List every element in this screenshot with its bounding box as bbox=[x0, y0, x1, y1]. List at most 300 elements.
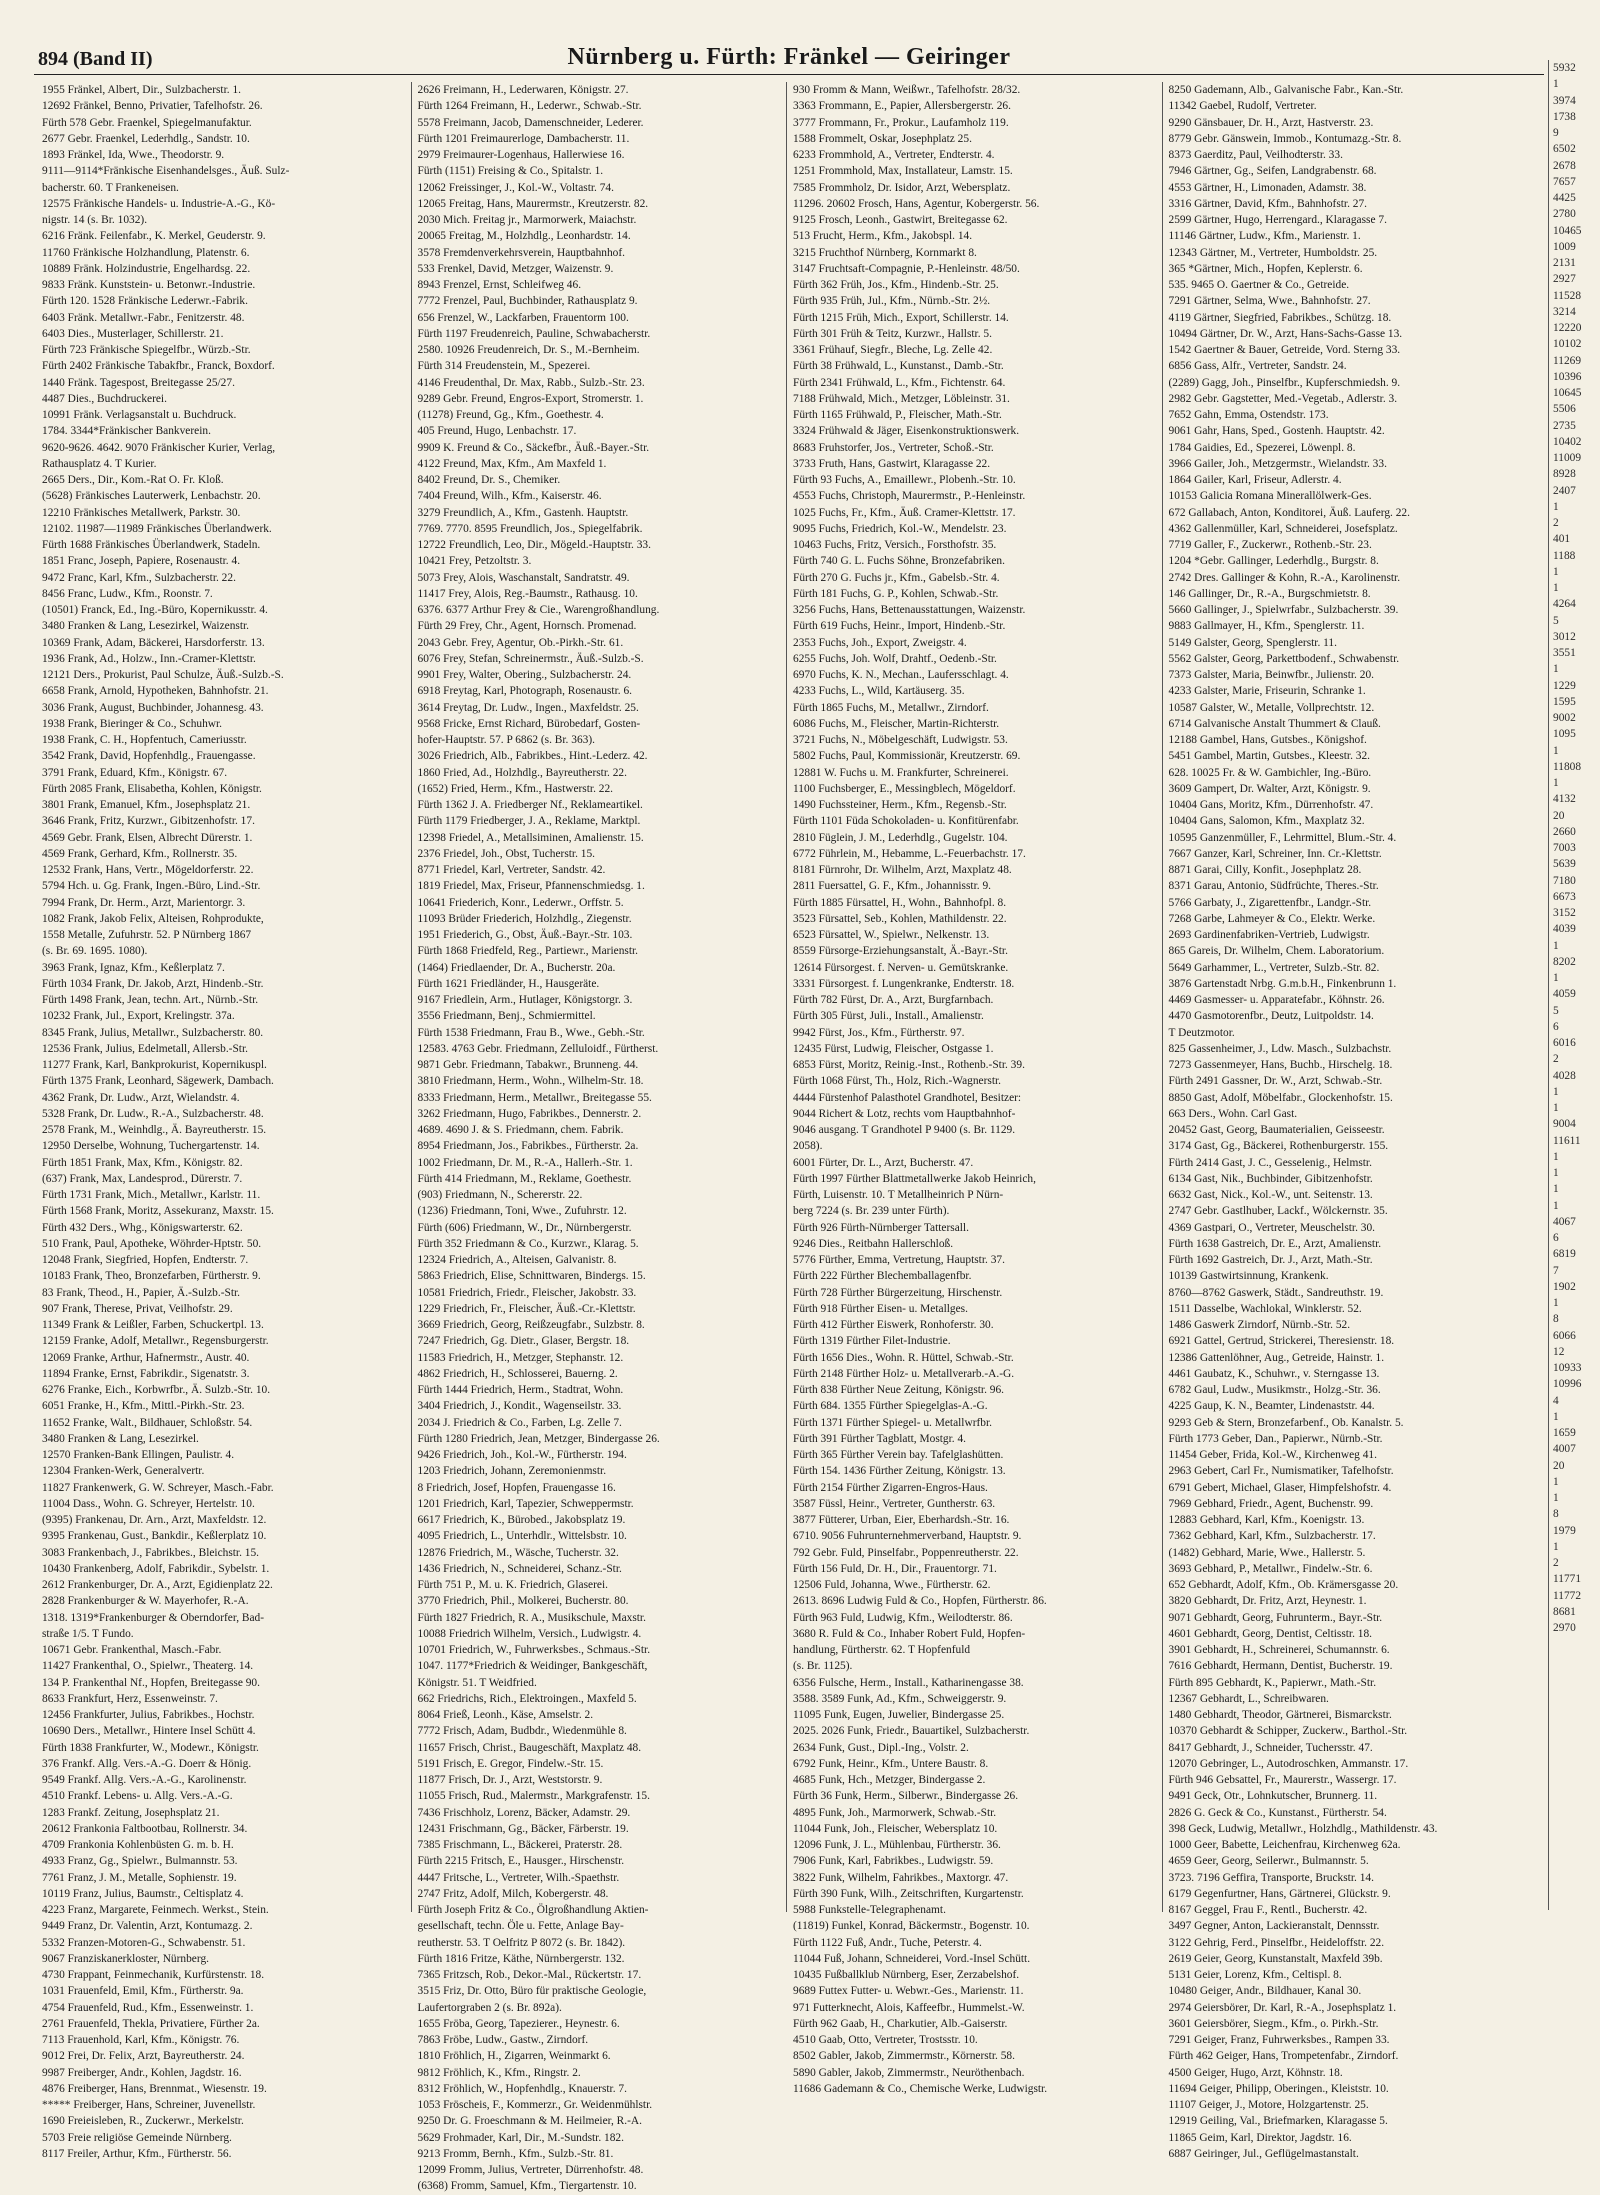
directory-entry: Fürth 1621 Friedländer, H., Hausgeräte. bbox=[417, 977, 600, 990]
directory-entry: 3497 Gegner, Anton, Lackieranstalt, Dennsstr. bbox=[1168, 1920, 1380, 1933]
margin-number: 1188 bbox=[1553, 549, 1576, 562]
margin-number: 9002 bbox=[1553, 712, 1576, 724]
directory-entry: 3480 Franken & Lang, Lesezirkel, Waizenstr. bbox=[42, 620, 250, 633]
directory-entry: 12386 Gattenlöhner, Aug., Getreide, Hainstr. 1. bbox=[1168, 1351, 1385, 1364]
directory-entry: 4223 Franz, Margarete, Feinmech. Werkst., Stein. bbox=[42, 1904, 269, 1916]
directory-entry: 9620-9626. 4642. 9070 Fränkischer Kurier, Verlag, bbox=[42, 441, 276, 454]
directory-entry: 510 Frank, Paul, Apotheke, Wöhrder-Hptstr. 50. bbox=[42, 1237, 262, 1250]
directory-entry: 1318. 1319*Frankenburger & Oberndorfer, Bad- bbox=[42, 1611, 265, 1624]
directory-entry: 6714 Galvanische Anstalt Thummert & Clauß. bbox=[1168, 717, 1381, 730]
directory-entry: Fürth 1656 Dies., Wohn. R. Hüttel, Schwab.-Str. bbox=[793, 1351, 1014, 1364]
directory-entry: Fürth 1638 Gastreich, Dr. E., Arzt, Amalienstr. bbox=[1168, 1237, 1382, 1250]
directory-entry: 3721 Fuchs, N., Möbelgeschäft, Ludwigstr. 53. bbox=[793, 734, 1008, 746]
directory-entry: 9289 Gebr. Freund, Engros-Export, Stromerstr. 1. bbox=[417, 392, 644, 405]
margin-number: 4059 bbox=[1553, 988, 1576, 1001]
directory-entry: 4487 Dies., Buchdruckerei. bbox=[42, 392, 167, 405]
directory-entry: 9812 Fröhlich, K., Kfm., Ringstr. 2. bbox=[417, 2066, 581, 2079]
directory-entry: 2665 Ders., Dir., Kom.-Rat O. Fr. Kloß. bbox=[42, 474, 224, 486]
margin-number: 12 bbox=[1553, 1345, 1565, 1358]
margin-number: 4425 bbox=[1553, 192, 1576, 204]
directory-entry: straße 1/5. T Fundo. bbox=[42, 1627, 134, 1640]
directory-entry: 8371 Garau, Antonio, Südfrüchte, Theres.-Str. bbox=[1168, 880, 1379, 893]
directory-entry: 8 Friedrich, Josef, Hopfen, Frauengasse 16. bbox=[417, 1481, 616, 1494]
directory-entry: Fürth 362 Früh, Jos., Kfm., Hindenb.-Str. 25. bbox=[793, 279, 999, 291]
directory-entry: Fürth 782 Fürst, Dr. A., Arzt, Burgfarnbach. bbox=[793, 994, 994, 1006]
directory-entry: 9549 Frankf. Allg. Vers.-A.-G., Karolinenstr. bbox=[42, 1774, 247, 1786]
directory-entry: 4500 Geiger, Hugo, Arzt, Köhnstr. 18. bbox=[1168, 2066, 1343, 2079]
directory-entry: 971 Futterknecht, Alois, Kaffeefbr., Hummelst.-W. bbox=[793, 2001, 1025, 2014]
directory-entry: 9071 Gebhardt, Georg, Fuhrunterm., Bayr.-Str. bbox=[1168, 1611, 1383, 1624]
directory-entry: 3777 Frommann, Fr., Prokur., Laufamholz 119. bbox=[793, 116, 1009, 129]
directory-entry: 7616 Gebhardt, Hermann, Dentist, Bucherstr. 19. bbox=[1168, 1660, 1393, 1673]
directory-entry: 1025 Fuchs, Fr., Kfm., Äuß. Cramer-Klettstr. 17. bbox=[793, 506, 1016, 519]
directory-entry: 10701 Friedrich, W., Fuhrwerksbes., Schmaus.-Str. bbox=[417, 1644, 651, 1656]
directory-entry: Fürth 740 G. L. Fuchs Söhne, Bronzefabriken. bbox=[793, 555, 1005, 568]
directory-entry: (1464) Friedlaender, Dr. A., Bucherstr. 20a. bbox=[417, 961, 616, 974]
margin-number: 11009 bbox=[1553, 452, 1582, 464]
page-title: Nürnberg u. Fürth: Fränkel — Geiringer bbox=[567, 44, 1011, 70]
margin-number: 6819 bbox=[1553, 1248, 1576, 1261]
directory-entry: 2747 Fritz, Adolf, Milch, Kobergerstr. 48. bbox=[417, 1887, 609, 1900]
directory-entry: Fürth 1816 Fritze, Käthe, Nürnbergerstr. 132. bbox=[417, 1952, 625, 1965]
directory-entry: Fürth 2491 Gassner, Dr. W., Arzt, Schwab.-Str. bbox=[1168, 1075, 1383, 1088]
directory-entry: 11044 Fuß, Johann, Schneiderei, Vord.-Insel Schütt. bbox=[793, 1952, 1031, 1965]
directory-entry: 10430 Frankenberg, Adolf, Fabrikdir., Sybelstr. 1. bbox=[42, 1562, 270, 1575]
directory-entry: 1490 Fuchssteiner, Herm., Kfm., Regensb.-Str. bbox=[793, 799, 1007, 811]
directory-entry: (1482) Gebhard, Marie, Wwe., Hallerstr. 5. bbox=[1168, 1546, 1366, 1559]
margin-number: 5639 bbox=[1553, 858, 1576, 871]
directory-entry: 7404 Freund, Wilh., Kfm., Kaiserstr. 46. bbox=[417, 490, 602, 503]
directory-entry: 7385 Frischmann, L., Bäckerei, Praterstr. 28. bbox=[417, 1839, 623, 1851]
margin-number: 4028 bbox=[1553, 1069, 1576, 1082]
directory-entry: (6368) Fromm, Samuel, Kfm., Tiergartenstr. 10. bbox=[417, 2180, 637, 2193]
directory-entry: Fürth 946 Gebsattel, Fr., Maurerstr., Wassergr. 17. bbox=[1168, 1774, 1397, 1786]
directory-entry: 3256 Fuchs, Hans, Bettenausstattungen, Waizenstr. bbox=[793, 604, 1026, 616]
directory-entry: Fürth 2085 Frank, Elisabetha, Kohlen, Königstr. bbox=[42, 782, 262, 795]
directory-entry: Fürth 1688 Fränkisches Überlandwerk, Stadeln. bbox=[42, 539, 261, 551]
directory-entry: 5629 Frohmader, Karl, Dir., M.-Sundstr. 182. bbox=[417, 2131, 624, 2144]
directory-entry: 3609 Gampert, Dr. Walter, Arzt, Königstr. 9. bbox=[1168, 782, 1371, 795]
directory-entry: 10153 Galicia Romana Minerallölwerk-Ges. bbox=[1168, 490, 1372, 503]
directory-entry: (2289) Gagg, Joh., Pinselfbr., Kupferschmiedsh. 9. bbox=[1168, 376, 1401, 389]
directory-entry: 4876 Freiberger, Hans, Brennmat., Wiesenstr. 19. bbox=[42, 2082, 267, 2095]
directory-entry: 4553 Fuchs, Christoph, Maurermstr., P.-Henleinstr. bbox=[793, 490, 1026, 503]
directory-entry: 12881 W. Fuchs u. M. Frankfurter, Schreinerei. bbox=[793, 766, 1009, 779]
directory-entry: Fürth 926 Fürth-Nürnberger Tattersall. bbox=[793, 1221, 969, 1234]
directory-entry: 4689. 4690 J. & S. Friedmann, chem. Fabrik. bbox=[417, 1124, 624, 1136]
margin-number: 11808 bbox=[1553, 760, 1582, 773]
directory-entry: 1951 Friederich, G., Obst, Äuß.-Bayr.-Str. 103. bbox=[417, 929, 633, 941]
directory-entry: 3801 Frank, Emanuel, Kfm., Josephsplatz 21. bbox=[42, 799, 251, 811]
directory-entry: 6076 Frey, Stefan, Schreinermstr., Äuß.-Sulzb.-S. bbox=[417, 652, 644, 665]
directory-entry: 12367 Gebhardt, L., Schreibwaren. bbox=[1168, 1692, 1329, 1705]
directory-entry: 3556 Friedmann, Benj., Schmiermittel. bbox=[417, 1010, 596, 1023]
directory-entry: 6403 Fränk. Metallwr.-Fabr., Fenitzerstr. 48. bbox=[42, 311, 245, 324]
directory-entry: 2963 Gebert, Carl Fr., Numismatiker, Tafelhofstr. bbox=[1168, 1465, 1394, 1478]
directory-entry: 2747 Gebr. Gastlhuber, Lackf., Wölckernstr. 35. bbox=[1168, 1205, 1388, 1218]
directory-entry: 5562 Galster, Georg, Parkettbodenf., Schwabenstr. bbox=[1168, 652, 1400, 665]
directory-entry: gesellschaft, techn. Öle u. Fette, Anlage Bay- bbox=[417, 1920, 624, 1933]
directory-entry: Fürth 2148 Fürther Holz- u. Metallverarb.-A.-G. bbox=[793, 1367, 1015, 1380]
directory-entry: 11107 Geiger, J., Motore, Holzgartenstr. 25. bbox=[1168, 2099, 1369, 2111]
directory-entry: 8417 Gebhardt, J., Schneider, Tuchersstr. 47. bbox=[1168, 1741, 1373, 1754]
directory-entry: handlung, Fürtherstr. 62. T Hopfenfuld bbox=[793, 1644, 971, 1656]
directory-entry: 12048 Frank, Siegfried, Hopfen, Endterstr. 7. bbox=[42, 1254, 249, 1266]
directory-entry: Fürth 2215 Fritsch, E., Hausger., Hirschenstr. bbox=[417, 1855, 625, 1868]
directory-entry: 6134 Gast, Nik., Buchbinder, Gibitzenhofstr. bbox=[1168, 1172, 1373, 1185]
directory-entry: 5863 Friedrich, Elise, Schnittwaren, Bindergs. 15. bbox=[417, 1270, 646, 1283]
margin-number: 6673 bbox=[1553, 890, 1576, 903]
directory-entry: 12159 Franke, Adolf, Metallwr., Regensburgerstr. bbox=[42, 1335, 269, 1348]
directory-entry: 1053 Fröscheis, F., Kommerzr., Gr. Weidenmühlstr. bbox=[417, 2099, 653, 2111]
directory-entry: 3733 Fruth, Hans, Gastwirt, Klaragasse 22. bbox=[793, 457, 991, 470]
directory-entry: 11694 Geiger, Philipp, Oberingen., Kleiststr. 10. bbox=[1168, 2082, 1389, 2095]
directory-entry: Fürth 963 Fuld, Ludwig, Kfm., Weilodterstr. 86. bbox=[793, 1611, 1013, 1624]
margin-number: 11528 bbox=[1553, 289, 1582, 302]
margin-number: 3152 bbox=[1553, 907, 1576, 919]
directory-entry: 5988 Funkstelle-Telegraphenamt. bbox=[793, 1904, 946, 1916]
directory-entry: Fürth 935 Früh, Jul., Kfm., Nürnb.-Str. 2½. bbox=[793, 295, 991, 308]
directory-entry: 2034 J. Friedrich & Co., Farben, Lg. Zelle 7. bbox=[417, 1416, 622, 1429]
margin-number: 4039 bbox=[1553, 923, 1576, 936]
directory-entry: 12583. 4763 Gebr. Friedmann, Zelluloidf., Fürtherst. bbox=[417, 1042, 659, 1055]
margin-number: 3551 bbox=[1553, 647, 1576, 659]
directory-entry: 4225 Gaup, K. N., Beamter, Lindenaststr. 44. bbox=[1168, 1400, 1375, 1413]
margin-number: 2678 bbox=[1553, 159, 1576, 172]
directory-entry: Fürth 1865 Fuchs, M., Metallwr., Zirndorf. bbox=[793, 701, 989, 714]
directory-entry: 662 Friedrichs, Rich., Elektroingen., Maxfeld 5. bbox=[417, 1692, 637, 1705]
directory-entry: 12065 Freitag, Hans, Maurermstr., Kreutzerstr. 82. bbox=[417, 197, 649, 210]
directory-entry: 3316 Gärtner, David, Kfm., Bahnhofstr. 27. bbox=[1168, 197, 1368, 210]
directory-entry: 12532 Frank, Hans, Vertr., Mögeldorferstr. 22. bbox=[42, 864, 254, 876]
margin-number: 7 bbox=[1553, 1264, 1559, 1277]
directory-entry: Fürth 1165 Frühwald, P., Fleischer, Math.-Str. bbox=[793, 409, 1002, 421]
directory-entry: 146 Gallinger, Dr., R.-A., Burgschmietstr. 8. bbox=[1168, 587, 1371, 600]
directory-entry: 2677 Gebr. Fraenkel, Lederhdlg., Sandstr. 10. bbox=[42, 132, 250, 145]
directory-entry: Fürth 1179 Friedberger, J. A., Reklame, Marktpl. bbox=[417, 815, 641, 828]
directory-entry: Fürth 352 Friedmann & Co., Kurzwr., Klarag. 5. bbox=[417, 1237, 639, 1250]
directory-entry: 9883 Gallmayer, H., Kfm., Spenglerstr. 11. bbox=[1168, 620, 1365, 633]
directory-entry: Fürth 2341 Frühwald, L., Kfm., Fichtenstr. 64. bbox=[793, 376, 1006, 389]
directory-entry: 4730 Frappant, Feinmechanik, Kurfürstenstr. 18. bbox=[42, 1969, 265, 1981]
directory-entry: 1558 Metalle, Zufuhrstr. 52. P Nürnberg 1867 bbox=[42, 929, 252, 941]
margin-number: 9004 bbox=[1553, 1118, 1576, 1131]
directory-entry: 1002 Friedmann, Dr. M., R.-A., Hallerh.-Str. 1. bbox=[417, 1156, 633, 1169]
directory-entry: 11349 Frank & Leißler, Farben, Schuckertpl. 13. bbox=[42, 1319, 264, 1331]
margin-number: 6016 bbox=[1553, 1037, 1576, 1049]
directory-entry: Fürth 895 Gebhardt, K., Papierwr., Math.-Str. bbox=[1168, 1676, 1377, 1689]
directory-entry: 12304 Franken-Werk, Generalvertr. bbox=[42, 1465, 205, 1478]
directory-entry: reutherstr. 53. T Oelfritz P 8072 (s. Br. 1842). bbox=[417, 1936, 626, 1949]
margin-number: 8202 bbox=[1553, 955, 1576, 968]
directory-entry: 1480 Gebhardt, Theodor, Gärtnerei, Bismarckstr. bbox=[1168, 1709, 1392, 1721]
margin-number: 2970 bbox=[1553, 1622, 1576, 1634]
directory-entry: Fürth 391 Fürther Tagblatt, Mostgr. 4. bbox=[793, 1432, 967, 1445]
directory-entry: 9491 Geck, Otr., Lohnkutscher, Brunnerg. 11. bbox=[1168, 1790, 1378, 1803]
directory-entry: 6921 Gattel, Gertrud, Strickerei, Theresienstr. 18. bbox=[1168, 1335, 1395, 1348]
margin-number: 10102 bbox=[1553, 338, 1582, 351]
directory-entry: (5628) Fränkisches Lauterwerk, Lenbachstr. 20. bbox=[42, 490, 261, 503]
directory-entry: 930 Fromm & Mann, Weißwr., Tafelhofstr. 28/32. bbox=[793, 84, 1021, 96]
directory-entry: 8117 Freiler, Arthur, Kfm., Fürtherstr. 56. bbox=[42, 2147, 232, 2160]
directory-entry: 9125 Frosch, Leonh., Gastwirt, Breitegasse 62. bbox=[793, 214, 1008, 226]
directory-entry: Fürth 1538 Friedmann, Frau B., Wwe., Gebh.-Str. bbox=[417, 1026, 645, 1039]
column-2 bbox=[412, 82, 788, 2193]
directory-entry: 12343 Gärtner, M., Vertreter, Humboldstr. 25. bbox=[1168, 246, 1378, 259]
directory-entry: 9290 Gänsbauer, Dr. H., Arzt, Hastverstr. 23. bbox=[1168, 116, 1374, 129]
directory-entry: 8402 Freund, Dr. S., Chemiker. bbox=[417, 474, 561, 486]
directory-entry: 3901 Gebhardt, H., Schreinerei, Schumannstr. 6. bbox=[1168, 1644, 1390, 1656]
directory-entry: 9871 Gebr. Friedmann, Tabakwr., Brunneng. 44. bbox=[417, 1059, 639, 1071]
directory-entry: Fürth 301 Früh & Teitz, Kurzwr., Hallstr. 5. bbox=[793, 327, 992, 340]
directory-entry: 11877 Frisch, Dr. J., Arzt, Weststorstr. 9. bbox=[417, 1774, 603, 1786]
directory-entry: 3363 Frommann, E., Papier, Allersbergerstr. 26. bbox=[793, 100, 1011, 113]
directory-entry: 398 Geck, Ludwig, Metallwr., Holzhdlg., Mathildenstr. 43. bbox=[1168, 1822, 1438, 1835]
directory-entry: 12096 Funk, J. L., Mühlenbau, Fürtherstr. 36. bbox=[793, 1839, 1001, 1851]
directory-entry: 8345 Frank, Julius, Metallwr., Sulzbacherstr. 80. bbox=[42, 1026, 264, 1039]
directory-entry: 6617 Friedrich, K., Bürobed., Jakobsplatz 19. bbox=[417, 1514, 626, 1526]
directory-entry: 9833 Fränk. Kunststein- u. Betonwr.-Industrie. bbox=[42, 279, 256, 291]
directory-entry: 9213 Fromm, Bernh., Kfm., Sulzb.-Str. 81. bbox=[417, 2147, 614, 2160]
directory-entry: 11277 Frank, Karl, Bankprokurist, Kopernikuspl. bbox=[42, 1059, 267, 1071]
directory-entry: 12614 Fürsorgest. f. Nerven- u. Gemütskranke. bbox=[793, 961, 1009, 974]
directory-entry: 4510 Frankf. Lebens- u. Allg. Vers.-A.-G. bbox=[42, 1790, 233, 1803]
directory-entry: 4122 Freund, Max, Kfm., Am Maxfeld 1. bbox=[417, 457, 607, 470]
directory-entry: 2058). bbox=[793, 1140, 823, 1153]
directory-entry: 3601 Geiersbörer, Siegm., Kfm., o. Pirkh.-Str. bbox=[1168, 2017, 1379, 2030]
directory-entry: 8954 Friedmann, Jos., Fabrikbes., Fürtherstr. 2a. bbox=[417, 1140, 639, 1153]
directory-entry: 1955 Fränkel, Albert, Dir., Sulzbacherstr. 1. bbox=[42, 84, 241, 96]
directory-entry: 2599 Gärtner, Hugo, Herrengard., Klaragasse 7. bbox=[1168, 214, 1387, 226]
directory-entry: Fürth 2402 Fränkische Tabakfbr., Franck, Boxdorf. bbox=[42, 360, 275, 373]
directory-entry: hofer-Hauptstr. 57. P 6862 (s. Br. 363). bbox=[417, 734, 595, 746]
directory-entry: 12506 Fuld, Johanna, Wwe., Fürtherstr. 62. bbox=[793, 1579, 991, 1591]
directory-entry: 10641 Friederich, Konr., Lederwr., Orffstr. 5. bbox=[417, 896, 624, 909]
directory-entry: 2376 Friedel, Joh., Obst, Tucherstr. 15. bbox=[417, 847, 596, 860]
directory-entry: Fürth 684. 1355 Fürther Spiegelglas-A.-G. bbox=[793, 1400, 988, 1413]
directory-entry: 5794 Hch. u. Gg. Frank, Ingen.-Büro, Lind.-Str. bbox=[42, 880, 261, 893]
directory-entry: 7769. 7770. 8595 Freundlich, Jos., Spiegelfabrik. bbox=[417, 522, 643, 535]
directory-entry: Fürth (606) Friedmann, W., Dr., Nürnbergerstr. bbox=[417, 1221, 632, 1234]
margin-number: 1 bbox=[1553, 972, 1559, 984]
directory-entry: 6887 Geiringer, Jul., Geflügelmastanstalt. bbox=[1168, 2147, 1359, 2160]
directory-entry: Fürth 38 Frühwald, L., Kunstanst., Damb.-Str. bbox=[793, 360, 1004, 373]
directory-entry: Fürth 462 Geiger, Hans, Trompetenfabr., Zirndorf. bbox=[1168, 2050, 1399, 2063]
margin-number: 6 bbox=[1553, 1020, 1559, 1033]
margin-number: 1738 bbox=[1553, 110, 1576, 123]
directory-entry: 5649 Garhammer, L., Vertreter, Sulzb.-Str. 82. bbox=[1168, 961, 1380, 974]
directory-entry: Rathausplatz 4. T Kurier. bbox=[42, 457, 157, 470]
margin-number: 1 bbox=[1553, 582, 1559, 594]
directory-entry: 1440 Fränk. Tagespost, Breitegasse 25/27. bbox=[42, 376, 235, 389]
directory-entry: 4569 Gebr. Frank, Elsen, Albrecht Dürerstr. 1. bbox=[42, 831, 253, 844]
directory-entry: 12324 Friedrich, A., Alteisen, Galvanistr. 8. bbox=[417, 1254, 617, 1266]
margin-number: 8 bbox=[1553, 1508, 1559, 1521]
directory-entry: (11819) Funkel, Konrad, Bäckermstr., Bogenstr. 10. bbox=[793, 1920, 1030, 1933]
directory-entry: 5802 Fuchs, Paul, Kommissionär, Kreutzerstr. 69. bbox=[793, 750, 1021, 763]
directory-entry: 5149 Galster, Georg, Spenglerstr. 11. bbox=[1168, 636, 1337, 649]
directory-entry: 2025. 2026 Funk, Friedr., Bauartikel, Sulzbacherstr. bbox=[793, 1725, 1030, 1738]
directory-entry: Fürth 1264 Freimann, H., Lederwr., Schwab.-Str. bbox=[417, 100, 642, 113]
directory-entry: 12456 Frankfurter, Julius, Fabrikbes., Hochstr. bbox=[42, 1709, 255, 1721]
directory-entry: 6086 Fuchs, M., Fleischer, Martin-Richterstr. bbox=[793, 717, 1000, 730]
margin-number: 1 bbox=[1553, 744, 1559, 757]
directory-entry: 12575 Fränkische Handels- u. Industrie-A.-G., Kö- bbox=[42, 197, 276, 210]
directory-entry: 11044 Funk, Joh., Fleischer, Webersplatz 10. bbox=[793, 1822, 998, 1835]
directory-entry: 6376. 6377 Arthur Frey & Cie., Warengroßhandlung. bbox=[417, 604, 660, 616]
directory-entry: Fürth 181 Fuchs, G. P., Kohlen, Schwab.-Str. bbox=[793, 587, 999, 600]
directory-entry: 3542 Frank, David, Hopfenhdlg., Frauengasse. bbox=[42, 750, 256, 763]
directory-entry: (637) Frank, Max, Landesprod., Dürerstr. 7. bbox=[42, 1172, 243, 1185]
directory-entry: 656 Frenzel, W., Lackfarben, Frauentorm 100. bbox=[417, 311, 629, 324]
directory-entry: 3588. 3589 Funk, Ad., Kfm., Schweiggerstr. 9. bbox=[793, 1692, 1007, 1705]
margin-number: 11771 bbox=[1553, 1573, 1582, 1586]
margin-number: 1 bbox=[1553, 1102, 1559, 1114]
margin-number: 2 bbox=[1553, 1053, 1559, 1066]
margin-number: 2407 bbox=[1553, 484, 1576, 497]
directory-entry: 12188 Gambel, Hans, Gutsbes., Königshof. bbox=[1168, 734, 1367, 746]
directory-entry: 7719 Galler, F., Zuckerwr., Rothenb.-Str. 23. bbox=[1168, 539, 1372, 551]
directory-entry: 376 Frankf. Allg. Vers.-A.-G. Doerr & Hönig. bbox=[42, 1757, 252, 1770]
directory-entry: 20065 Freitag, M., Holzhdlg., Leonhardstr. 14. bbox=[417, 230, 631, 243]
margin-number: 7657 bbox=[1553, 175, 1576, 188]
margin-number: 1 bbox=[1553, 1167, 1559, 1179]
margin-number: 7180 bbox=[1553, 874, 1576, 887]
directory-entry: 3578 Fremdenverkehrsverein, Hauptbahnhof. bbox=[417, 246, 626, 259]
margin-number: 1 bbox=[1553, 500, 1559, 513]
margin-number: 6 bbox=[1553, 1232, 1559, 1244]
directory-entry: 12398 Friedel, A., Metallsiminen, Amalienstr. 15. bbox=[417, 831, 644, 844]
directory-entry: 7273 Gassenmeyer, Hans, Buchb., Hirschelg. 18. bbox=[1168, 1059, 1393, 1071]
directory-entry: 3587 Füssl, Heinr., Vertreter, Guntherstr. 63. bbox=[793, 1497, 996, 1510]
directory-entry: 12883 Gebhard, Karl, Kfm., Koenigstr. 13. bbox=[1168, 1514, 1365, 1526]
margin-number: 4 bbox=[1553, 1394, 1559, 1407]
directory-entry: 10370 Gebhardt & Schipper, Zuckerw., Barthol.-Str. bbox=[1168, 1725, 1408, 1738]
directory-entry: Fürth Joseph Fritz & Co., Ölgroßhandlung Aktien- bbox=[417, 1904, 649, 1916]
directory-entry: Fürth 962 Gaab, H., Charkutier, Alb.-Gaiserstr. bbox=[793, 2017, 1008, 2030]
directory-entry: 6791 Gebert, Michael, Glaser, Himpfelshofstr. 4. bbox=[1168, 1481, 1392, 1494]
directory-entry: 2619 Geier, Georg, Kunstanstalt, Maxfeld 39b. bbox=[1168, 1952, 1383, 1965]
directory-entry: 3646 Frank, Fritz, Kurzwr., Gibitzenhofstr. 17. bbox=[42, 815, 255, 828]
column-4 bbox=[1163, 82, 1539, 2160]
directory-entry: 5191 Frisch, E. Gregor, Findelw.-Str. 15. bbox=[417, 1757, 604, 1770]
directory-entry: 11583 Friedrich, H., Metzger, Stephanstr. 12. bbox=[417, 1351, 624, 1364]
directory-entry: 8312 Fröhlich, W., Hopfenhdlg., Knauerstr. 7. bbox=[417, 2082, 627, 2095]
directory-entry: 6853 Fürst, Moritz, Reinig.-Inst., Rothenb.-Str. 39. bbox=[793, 1059, 1025, 1071]
directory-entry: 8943 Frenzel, Ernst, Schleifweg 46. bbox=[417, 279, 582, 291]
directory-entry: Fürth 156 Fuld, Dr. H., Dir., Frauentorgr. 71. bbox=[793, 1562, 997, 1575]
margin-number: 4132 bbox=[1553, 793, 1576, 806]
margin-number: 6066 bbox=[1553, 1329, 1576, 1342]
next-page-margin-strip bbox=[1548, 60, 1598, 1910]
directory-entry: 7113 Frauenhold, Karl, Kfm., Königstr. 76. bbox=[42, 2034, 240, 2046]
directory-entry: 3331 Fürsorgest. f. Lungenkranke, Endterstr. 18. bbox=[793, 977, 1015, 990]
directory-entry: 865 Gareis, Dr. Wilhelm, Chem. Laboratorium. bbox=[1168, 945, 1385, 958]
directory-entry: 1047. 1177*Friedrich & Weidinger, Bankgeschäft, bbox=[417, 1660, 648, 1673]
directory-entry: Fürth 1827 Friedrich, R. A., Musikschule, Maxstr. bbox=[417, 1611, 646, 1624]
directory-entry: Fürth, Luisenstr. 10. T Metallheinrich P Nürn- bbox=[793, 1189, 1004, 1201]
directory-entry: 1784 Gaidies, Ed., Spezerei, Löwenpl. 8. bbox=[1168, 441, 1356, 454]
directory-entry: 20612 Frankonia Faltbootbau, Rollnerstr. 34. bbox=[42, 1822, 248, 1835]
directory-entry: (1236) Friedmann, Toni, Wwe., Zufuhrstr. 12. bbox=[417, 1205, 627, 1218]
directory-entry: Fürth 305 Fürst, Juli., Install., Amalienstr. bbox=[793, 1010, 984, 1023]
directory-entry: 4754 Frauenfeld, Rud., Kfm., Essenweinstr. 1. bbox=[42, 2001, 254, 2014]
directory-entry: 9426 Friedrich, Joh., Kol.-W., Fürtherstr. 194. bbox=[417, 1449, 627, 1461]
directory-entry: 12102. 11987—11989 Fränkisches Überlandwerk. bbox=[42, 522, 272, 535]
directory-entry: 11004 Dass., Wohn. G. Schreyer, Hertelstr. 10. bbox=[42, 1497, 255, 1510]
directory-entry: 7291 Geiger, Franz, Fuhrwerksbes., Rampen 33. bbox=[1168, 2034, 1390, 2046]
directory-entry: 1936 Frank, Ad., Holzw., Inn.-Cramer-Klettstr. bbox=[42, 652, 256, 665]
column-1 bbox=[36, 82, 412, 2160]
directory-entry: 4146 Freudenthal, Dr. Max, Rabb., Sulzb.-Str. 23. bbox=[417, 376, 645, 389]
directory-entry: 11427 Frankenthal, O., Spielwr., Theaterg. 14. bbox=[42, 1660, 254, 1673]
margin-number: 2735 bbox=[1553, 419, 1576, 432]
directory-entry: 4933 Franz, Gg., Spielwr., Bulmannstr. 53. bbox=[42, 1855, 238, 1868]
directory-entry: 12070 Gebringer, L., Autodroschken, Ammanstr. 17. bbox=[1168, 1757, 1409, 1770]
directory-entry: 2982 Gebr. Gagstetter, Med.-Vegetab., Adlerstr. 3. bbox=[1168, 392, 1398, 405]
directory-entry: Fürth 1692 Gastreich, Dr. J., Arzt, Math.-Str. bbox=[1168, 1254, 1373, 1266]
directory-entry: 6792 Funk, Heinr., Kfm., Untere Baustr. 8. bbox=[793, 1757, 989, 1770]
directory-entry: 1229 Friedrich, Fr., Fleischer, Äuß.-Cr.-Klettstr. bbox=[417, 1302, 636, 1315]
directory-entry: 5332 Franzen-Motoren-G., Schwabenstr. 51. bbox=[42, 1936, 246, 1949]
directory-entry: (11278) Freund, Gg., Kfm., Goethestr. 4. bbox=[417, 409, 604, 421]
margin-number: 1 bbox=[1553, 1183, 1559, 1196]
directory-entry: 9061 Gahr, Hans, Sped., Gostenh. Hauptstr. 42. bbox=[1168, 425, 1385, 438]
directory-entry: Fürth 578 Gebr. Fraenkel, Spiegelmanufaktur. bbox=[42, 116, 252, 129]
directory-entry: 7247 Friedrich, Gg. Dietr., Glaser, Bergstr. 18. bbox=[417, 1335, 630, 1348]
directory-entry: 3680 R. Fuld & Co., Inhaber Robert Fuld, Hopfen- bbox=[793, 1627, 1026, 1640]
directory-entry: 1251 Frommhold, Max, Installateur, Lamstr. 15. bbox=[793, 165, 1013, 178]
directory-entry: Fürth 918 Fürther Eisen- u. Metallges. bbox=[793, 1302, 968, 1315]
directory-entry: 7188 Frühwald, Mich., Metzger, Löbleinstr. 31. bbox=[793, 392, 1010, 405]
directory-entry: 3174 Gast, Gg., Bäckerei, Rothenburgerstr. 155. bbox=[1168, 1140, 1389, 1153]
directory-entry: 2626 Freimann, H., Lederwaren, Königstr. 27. bbox=[417, 84, 629, 96]
margin-number: 10465 bbox=[1553, 224, 1582, 237]
directory-entry: 10435 Fußballklub Nürnberg, Eser, Zerzabelshof. bbox=[793, 1969, 1020, 1981]
directory-entry: Fürth 1498 Frank, Jean, techn. Art., Nürnb.-Str. bbox=[42, 994, 259, 1006]
directory-entry: 12536 Frank, Julius, Edelmetall, Allersb.-Str. bbox=[42, 1042, 248, 1055]
directory-entry: 3963 Frank, Ignaz, Kfm., Keßlerplatz 7. bbox=[42, 961, 225, 974]
directory-entry: 4659 Geer, Georg, Seilerwr., Bulmannstr. 5. bbox=[1168, 1855, 1369, 1868]
directory-columns bbox=[36, 82, 1538, 2193]
directory-entry: 10139 Gastwirtsinnung, Krankenk. bbox=[1168, 1270, 1329, 1283]
directory-entry: 3822 Funk, Wilhelm, Fahrikbes., Maxtorgr. 47. bbox=[793, 1871, 1009, 1884]
directory-entry: 2634 Funk, Gust., Dipl.-Ing., Volstr. 2. bbox=[793, 1741, 969, 1754]
directory-entry: 513 Frucht, Herm., Kfm., Jakobspl. 14. bbox=[793, 230, 973, 243]
directory-entry: Fürth 1280 Friedrich, Jean, Metzger, Bindergasse 26. bbox=[417, 1432, 660, 1445]
directory-entry: 10480 Geiger, Andr., Bildhauer, Kanal 30. bbox=[1168, 1985, 1362, 1998]
directory-entry: ***** Freiberger, Hans, Schreiner, Juvenellstr. bbox=[42, 2099, 256, 2111]
directory-entry: 12876 Friedrich, M., Wäsche, Tucherstr. 32. bbox=[417, 1546, 619, 1559]
directory-entry: (903) Friedmann, N., Schererstr. 22. bbox=[417, 1189, 583, 1201]
directory-entry: T Deutzmotor. bbox=[1168, 1026, 1235, 1039]
margin-number: 12220 bbox=[1553, 322, 1582, 334]
directory-entry: Fürth 1101 Füda Schokoladen- u. Konfitürenfabr. bbox=[793, 815, 1019, 828]
directory-entry: 6179 Gegenfurtner, Hans, Gärtnerei, Glückstr. 9. bbox=[1168, 1887, 1391, 1900]
directory-entry: 12692 Fränkel, Benno, Privatier, Tafelhofstr. 26. bbox=[42, 100, 263, 113]
directory-entry: 8167 Geggel, Frau F., Rentl., Bucherstr. 42. bbox=[1168, 1904, 1368, 1916]
directory-entry: 10991 Fränk. Verlagsanstalt u. Buchdruck. bbox=[42, 409, 237, 421]
directory-entry: 7667 Ganzer, Karl, Schreiner, Inn. Cr.-Klettstr. bbox=[1168, 847, 1382, 860]
directory-entry: 792 Gebr. Fuld, Pinselfabr., Poppenreutherstr. 22. bbox=[793, 1546, 1019, 1559]
margin-number: 20 bbox=[1553, 1459, 1565, 1472]
directory-entry: 8333 Friedmann, Herm., Metallwr., Breitegasse 55. bbox=[417, 1091, 652, 1104]
page-number: 894 (Band II) bbox=[38, 48, 153, 70]
directory-entry: 2742 Dres. Gallinger & Kohn, R.-A., Karolinenstr. bbox=[1168, 571, 1401, 584]
directory-entry: 3083 Frankenbach, J., Fabrikbes., Bleichstr. 15. bbox=[42, 1546, 260, 1559]
directory-entry: Fürth 1444 Friedrich, Herm., Stadtrat, Wohn. bbox=[417, 1384, 624, 1396]
directory-entry: Fürth 412 Fürther Eiswerk, Ronhoferstr. 30. bbox=[793, 1319, 994, 1331]
